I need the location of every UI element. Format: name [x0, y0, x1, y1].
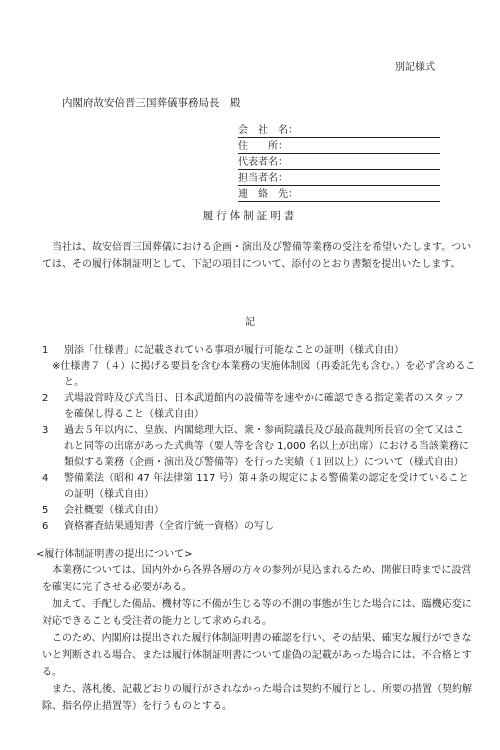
field-label: 代表者名： — [238, 157, 288, 168]
field-contact-person — [238, 170, 440, 186]
item-number: 3 — [42, 425, 49, 436]
item-number: 4 — [42, 473, 49, 484]
list-item — [42, 423, 472, 471]
list-item — [42, 343, 472, 359]
item-number: 2 — [42, 393, 49, 404]
item-number: 5 — [42, 505, 49, 516]
ki-heading: 記 — [245, 317, 255, 328]
list-item-note: ※仕様書７（４）に掲げる要員を含む本業務の実施体制図（再委託先も含む。）を必ず含めること。 — [52, 361, 476, 388]
note-paragraph: また、落札後、記載どおりの履行がされなかった場合は契約不履行とし、所要の措置（契約解除、指名停止措置等）を行うものとする。 — [42, 684, 472, 712]
item-text: 式場設営時及び式当日、日本武道館内の設備等を速やかに確認できる指定業者のスタッフを確保し得ること（様式自由） — [64, 393, 464, 420]
field-representative — [238, 154, 440, 170]
list-item — [42, 519, 472, 535]
item-number: 1 — [42, 345, 49, 356]
list-item — [42, 471, 472, 503]
field-label: 連 絡 先： — [238, 189, 298, 200]
addressee: 内閣府故安倍晋三国葬儀事務局長 殿 — [62, 97, 241, 109]
field-label: 住 所： — [238, 141, 288, 152]
item-number: 6 — [42, 521, 49, 532]
field-label: 担当者名： — [238, 173, 288, 184]
field-contact — [238, 186, 440, 202]
note-paragraph: このため、内閣府は提出された履行体制証明書の確認を行い、その結果、確実な履行ができないと判断される場合、または履行体制証明書について虚偽の記載があった場合には、不合格とする。 — [42, 633, 472, 678]
list-item — [42, 503, 472, 519]
item-text: 資格審査結果通知書（全省庁統一資格）の写し — [64, 521, 274, 532]
note-paragraph: 加えて、手配した備品、機材等に不備が生じる等の不測の事態が生じた場合には、臨機応変に対応できることも受注者の能力として求められる。 — [42, 599, 472, 627]
intro-paragraph: 当社は、故安倍晋三国葬儀における企画・演出及び警備等業務の受注を希望いたします。ついては、その履行体制証明として、下記の項目について、添付のとおり書類を提出いたします。 — [42, 242, 472, 270]
field-company — [238, 122, 440, 138]
list-item — [42, 391, 472, 423]
form-label: 別記様式 — [395, 62, 435, 73]
field-label: 会 社 名： — [238, 125, 298, 136]
item-text: 会社概要（様式自由） — [64, 505, 164, 516]
item-text: 警備業法（昭和 47 年法律第 117 号）第４条の規定による警備業の認定を受けていることの証明（様式自由） — [64, 473, 469, 500]
field-address — [238, 138, 440, 154]
note-heading: <履行体制証明書の提出について> — [36, 549, 193, 560]
item-text: 別添「仕様書」に記載されている事項が履行可能なことの証明（様式自由） — [64, 345, 404, 356]
note-paragraph: 本業務については、国内外から各界各層の方々の参列が見込まれるため、開催日時までに設営を確実に完了させる必要がある。 — [42, 565, 472, 593]
document-title: 履行体制証明書 — [202, 210, 298, 222]
item-text: 過去５年以内に、皇族、内閣総理大臣、衆・参両院議長及び最高裁判所長官の全て又はこれと同等の出席があった式典等（要人等を含む 1,000 名以上が出席）における当該業務に類似する業務（企画・演出及び警備等）を行った実績（１回以上）について（様式自由） — [64, 425, 469, 468]
